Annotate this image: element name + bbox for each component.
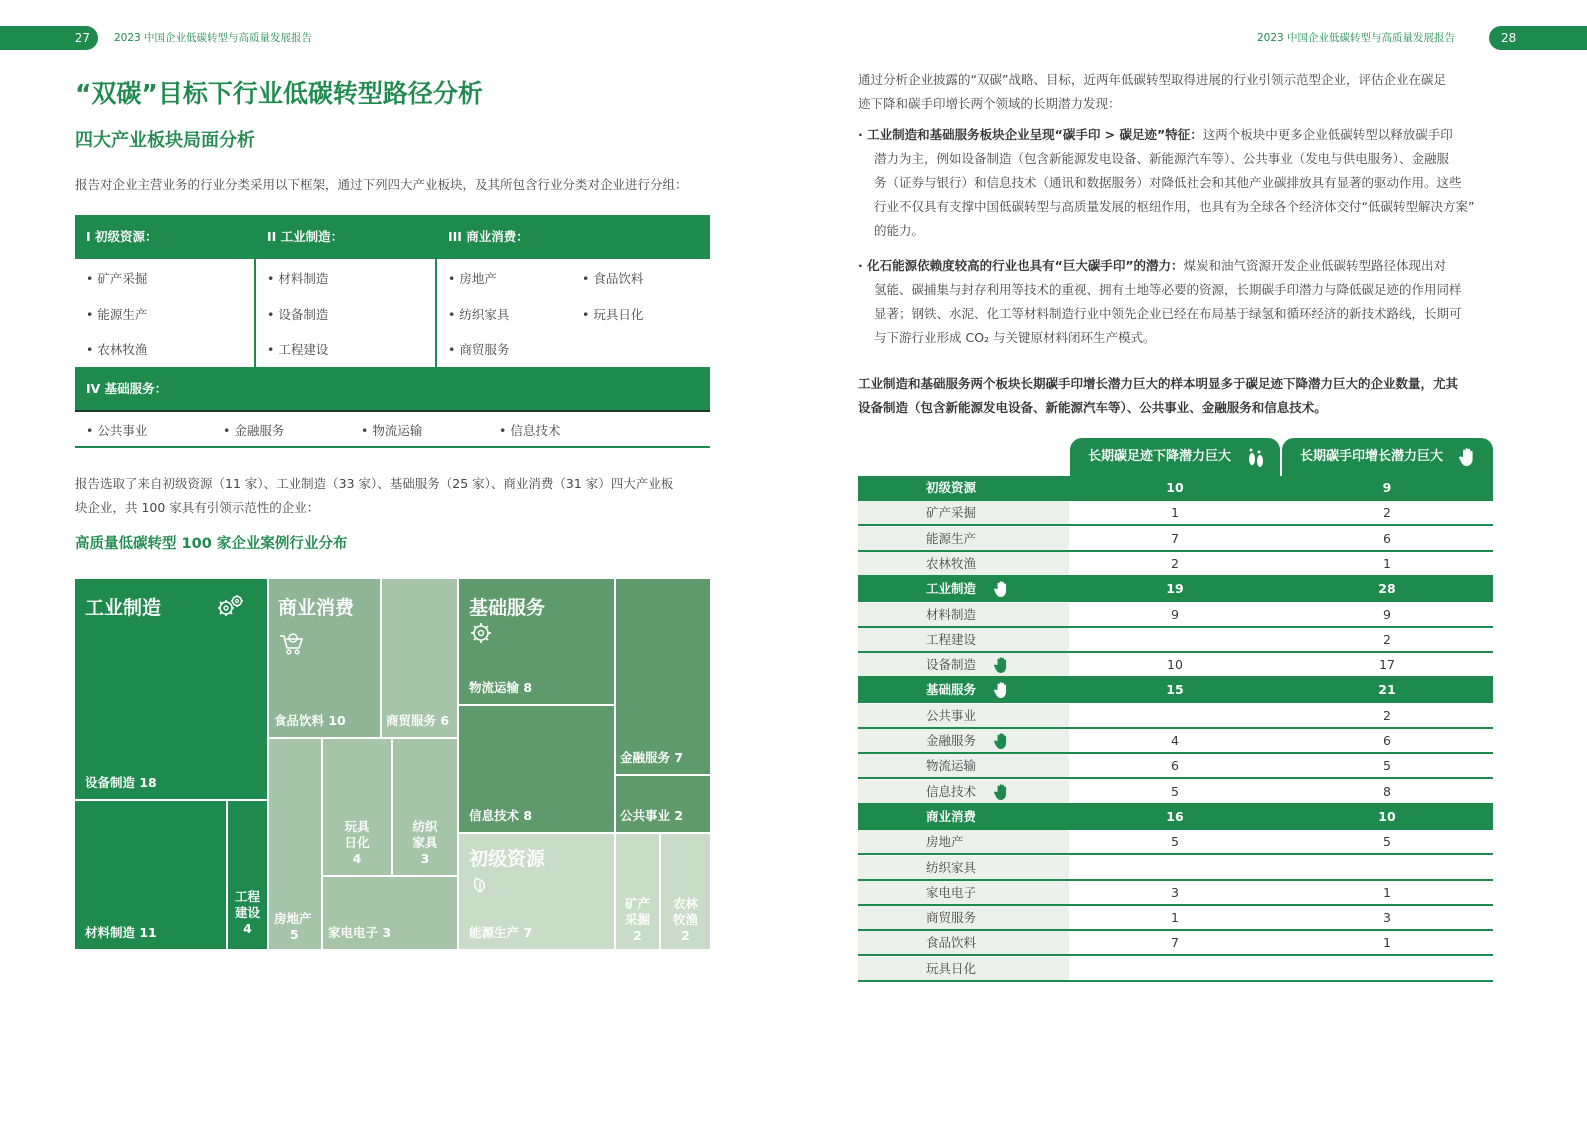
sector-item: • 纺织家具	[448, 307, 510, 322]
handprint-value: 6	[1383, 530, 1391, 546]
sector-header-primary: I 初级资源：	[75, 215, 255, 259]
bullet-text: 务（证券与银行）和信息技术（通讯和数据服务）对降低社会和其他产业碳排放具有显著的驱动作用。这些	[874, 175, 1462, 190]
handprint-value: 5	[1383, 758, 1391, 774]
footprint-value: 9	[1171, 606, 1179, 622]
shopping-cart-icon	[278, 631, 304, 657]
hand-icon	[994, 656, 1010, 674]
sector-item: • 矿产采掘	[86, 271, 148, 286]
footprint-value: 5	[1171, 834, 1179, 850]
handprint-value: 2	[1383, 505, 1391, 521]
treemap-label-engineering: 工程	[234, 889, 260, 904]
bullet-text: 的能力。	[874, 223, 925, 238]
handprint-value: 10	[1378, 808, 1396, 824]
sample-paragraph-line: 块企业，共 100 家具有引领示范性的企业：	[75, 500, 320, 515]
right-intro	[858, 68, 1498, 116]
treemap-cell-it	[459, 706, 614, 832]
row-label: 初级资源	[926, 480, 977, 495]
table-rule	[75, 446, 710, 448]
treemap-label-electronics: 家电电子 3	[328, 925, 392, 940]
footprint-value: 1	[1171, 505, 1179, 521]
treemap-cell-toys	[323, 739, 391, 875]
treemap-label-mining: 采掘	[624, 912, 650, 927]
report-title-right: 2023 中国企业低碳转型与高质量发展报告	[1257, 32, 1456, 44]
treemap-cell-agri	[661, 834, 710, 949]
treemap-cell-mining	[616, 834, 659, 949]
bullet-text: 这两个板块中更多企业低碳转型以释放碳手印	[1202, 127, 1453, 142]
table-row	[858, 653, 1493, 678]
page-number-left: 27	[0, 26, 98, 50]
treemap-label-agri: 牧渔	[672, 912, 698, 927]
footprint-value: 3	[1171, 884, 1179, 900]
table-row	[858, 729, 1493, 754]
sector-item: • 玩具日化	[582, 307, 644, 322]
treemap-label-materials: 材料制造 11	[85, 925, 157, 940]
handprint-value: 9	[1382, 480, 1392, 495]
treemap-cell-finance	[616, 579, 710, 774]
handprint-value: 1	[1383, 884, 1391, 900]
bullet-handprint-finding	[858, 123, 1498, 243]
footprint-value: 1	[1171, 910, 1179, 926]
bullet-bold-lead: · 工业制造和基础服务板块企业呈现“碳手印 > 碳足迹”特征：	[858, 127, 1203, 142]
treemap-label-toys: 日化	[344, 835, 370, 850]
footprint-value: 15	[1166, 682, 1184, 698]
sector-item: • 能源生产	[86, 307, 148, 322]
treemap-label-agri: 农林	[672, 896, 698, 911]
treemap-cell-energy	[459, 834, 614, 949]
row-label: 玩具日化	[858, 957, 1069, 980]
sample-paragraph-line: 报告选取了来自初级资源（11 家）、工业制造（33 家）、基础服务（25 家）、商业消费（31 家）四大产业板	[75, 476, 674, 491]
column-header-footprint-label: 长期碳足迹下降潜力巨大	[1088, 449, 1232, 464]
bullet-bold-lead: · 化石能源依赖度较高的行业也具有“巨大碳手印”的潜力：	[858, 258, 1184, 273]
footprint-value: 2	[1171, 555, 1179, 571]
treemap-cell-engineering	[228, 801, 267, 949]
handprint-value: 3	[1383, 910, 1391, 926]
sector-item: • 农林牧渔	[86, 342, 148, 357]
row-label: 商业消费	[926, 808, 977, 824]
conclusion-paragraph	[858, 372, 1498, 420]
treemap-label-mining: 矿产	[624, 896, 650, 911]
column-divider	[254, 215, 256, 367]
row-label: 食品饮料	[858, 931, 1069, 954]
footprint-value: 10	[1166, 480, 1184, 495]
treemap-group-primary: 初级资源	[469, 848, 546, 870]
sector-item: • 物流运输	[361, 423, 423, 438]
column-header-footprint	[1070, 438, 1280, 476]
footprint-value: 19	[1166, 581, 1184, 597]
table-group-row	[858, 678, 1493, 703]
sector-framework-table	[75, 215, 710, 448]
footprint-value: 4	[1171, 733, 1179, 748]
table-group-row	[858, 805, 1493, 830]
table-row	[858, 957, 1493, 982]
sector-item: • 房地产	[448, 271, 497, 286]
right-intro-line: 通过分析企业披露的“双碳”战略、目标，近两年低碳转型取得进展的行业引领示范型企业，评估企业在碳足	[858, 72, 1446, 87]
sector-header-consumer: III 商业消费：	[437, 215, 710, 259]
row-label: 公共事业	[858, 704, 1069, 727]
bullet-text: 氢能、碳捕集与封存利用等技术的重视、拥有土地等必要的资源，长期碳手印潜力与降低碳足迹的作用同样	[874, 282, 1462, 297]
row-label: 金融服务	[858, 729, 1069, 752]
treemap-value-mining: 2	[633, 928, 642, 943]
handprint-value: 2	[1383, 631, 1391, 647]
handprint-value: 1	[1383, 935, 1391, 951]
bullet-text: 潜力为主，例如设备制造（包含新能源发电设备、新能源汽车等）、公共事业（发电与供电服务）、金融服	[874, 151, 1450, 166]
service-gear-icon	[469, 621, 493, 645]
row-label: 基础服务	[926, 682, 977, 698]
treemap-label-textile: 纺织	[412, 819, 438, 834]
section-subtitle: 四大产业板块局面分析	[75, 130, 255, 151]
row-label: 工程建设	[858, 628, 1069, 651]
hand-icon	[994, 580, 1010, 598]
table-row	[858, 754, 1493, 779]
treemap-label-logistics: 物流运输 8	[469, 680, 533, 695]
table-row	[858, 603, 1493, 628]
row-label: 纺织家具	[858, 856, 1069, 879]
conclusion-line: 设备制造（包含新能源发电设备、新能源汽车等）、公共事业、金融服务和信息技术。	[858, 400, 1327, 415]
footprint-value: 7	[1171, 935, 1179, 951]
treemap-label-finance: 金融服务 7	[620, 750, 684, 765]
table-row	[858, 780, 1493, 805]
sample-paragraph	[75, 472, 673, 520]
table-row	[858, 501, 1493, 526]
handprint-value: 5	[1383, 834, 1391, 850]
sector-item: • 商贸服务	[448, 342, 510, 357]
treemap-label-food: 食品饮料 10	[274, 713, 346, 728]
gear-icon	[215, 593, 245, 619]
treemap-cell-textile	[393, 739, 457, 875]
treemap-label-textile: 家具	[412, 835, 438, 850]
sector-item: • 设备制造	[267, 307, 329, 322]
table-row	[858, 704, 1493, 729]
bullet-text: 与下游行业形成 CO₂ 与关键原材料闭环生产模式。	[874, 330, 1156, 345]
treemap-label-utilities: 公共事业 2	[620, 808, 684, 823]
table-row	[858, 881, 1493, 906]
handprint-value: 6	[1383, 733, 1391, 748]
sector-item: • 信息技术	[499, 423, 561, 438]
treemap-label-trade: 商贸服务 6	[386, 713, 450, 728]
handprint-value: 17	[1379, 657, 1395, 673]
footprint-value: 16	[1166, 808, 1184, 824]
table-row	[858, 527, 1493, 552]
bullet-text: 行业不仅具有支撑中国低碳转型与高质量发展的枢纽作用，也具有为全球各个经济体交付“低碳转型解决方案”	[874, 199, 1475, 214]
sector-item: • 工程建设	[267, 342, 329, 357]
row-label: 家电电子	[858, 881, 1069, 904]
sector-item: • 公共事业	[86, 423, 148, 438]
intro-paragraph: 报告对企业主营业务的行业分类采用以下框架，通过下列四大产业板块，及其所包含行业分类对企业进行分组：	[75, 177, 688, 192]
row-label: 物流运输	[858, 754, 1069, 777]
sector-item: • 食品饮料	[582, 271, 644, 286]
handprint-value: 9	[1383, 606, 1391, 622]
hand-icon	[1459, 447, 1477, 467]
handprint-value: 28	[1378, 581, 1396, 597]
hand-icon	[994, 783, 1010, 801]
table-row	[858, 856, 1493, 881]
treemap-label-it: 信息技术 8	[469, 808, 533, 823]
treemap-cell-logistics	[459, 579, 614, 704]
treemap-cell-food	[269, 579, 380, 737]
leaf-icon	[469, 872, 491, 894]
handprint-value: 8	[1383, 783, 1391, 799]
treemap-cell-electronics	[323, 877, 457, 949]
treemap-value-toys: 4	[352, 851, 362, 866]
treemap-title: 高质量低碳转型 100 家企业案例行业分布	[75, 536, 348, 552]
table-row	[858, 552, 1493, 577]
handprint-value: 21	[1378, 682, 1396, 698]
table-row	[858, 830, 1493, 855]
table-rule	[75, 410, 710, 412]
column-header-handprint	[1282, 438, 1493, 476]
footprint-value: 7	[1171, 530, 1179, 546]
footprint-value: 6	[1171, 758, 1179, 774]
row-label: 农林牧渔	[858, 552, 1069, 575]
treemap-value-textile: 3	[420, 851, 430, 866]
hand-icon	[994, 681, 1010, 699]
sector-header-infrastructure: IV 基础服务：	[75, 367, 710, 411]
bullet-fossil-finding	[858, 254, 1498, 350]
treemap-label-engineering: 建设	[234, 905, 260, 920]
bullet-text: 煤炭和油气资源开发企业低碳转型路径体现出对	[1183, 258, 1447, 273]
conclusion-line: 工业制造和基础服务两个板块长期碳手印增长潜力巨大的样本明显多于碳足迹下降潜力巨大的企业数量，尤其	[858, 376, 1459, 391]
bullet-text: 显著；钢铁、水泥、化工等材料制造行业中领先企业已经在布局基于绿氢和循环经济的新技术路线，长期可	[874, 306, 1462, 321]
page-number-right: 28	[1489, 26, 1587, 50]
row-label: 商贸服务	[858, 906, 1069, 929]
sector-item: • 材料制造	[267, 271, 329, 286]
treemap-group-infrastructure: 基础服务	[469, 597, 546, 619]
column-divider	[435, 215, 437, 367]
footprint-value: 10	[1167, 657, 1183, 673]
row-label: 矿产采掘	[858, 501, 1069, 524]
treemap-label-toys: 玩具	[344, 819, 370, 834]
treemap-value-agri: 2	[681, 928, 690, 943]
footprint-icon	[1246, 447, 1266, 469]
row-label: 材料制造	[858, 603, 1069, 626]
treemap-value-engineering: 4	[243, 921, 252, 936]
treemap-cell-utilities	[616, 776, 710, 832]
sector-header-industrial: II 工业制造：	[256, 215, 436, 259]
page-title: “双碳”目标下行业低碳转型路径分析	[75, 79, 483, 108]
treemap-group-industrial: 工业制造	[85, 597, 162, 619]
report-title-left: 2023 中国企业低碳转型与高质量发展报告	[114, 32, 313, 44]
treemap-cell-materials	[75, 801, 226, 949]
treemap-group-consumer: 商业消费	[278, 597, 355, 619]
treemap-value-realestate: 5	[290, 927, 299, 942]
handprint-value: 2	[1383, 707, 1391, 723]
table-group-row	[858, 577, 1493, 602]
footprint-value: 5	[1171, 783, 1179, 799]
row-label: 能源生产	[858, 527, 1069, 550]
table-row	[858, 628, 1493, 653]
row-label: 设备制造	[858, 653, 1069, 676]
row-label: 房地产	[858, 830, 1069, 853]
column-header-handprint-label: 长期碳手印增长潜力巨大	[1300, 449, 1444, 464]
treemap-label-realestate: 房地产	[274, 911, 312, 926]
treemap-label-energy: 能源生产 7	[469, 925, 533, 940]
treemap-cell-realestate	[269, 739, 321, 949]
hand-icon	[994, 732, 1010, 750]
right-intro-line: 迹下降和碳手印增长两个领域的长期潜力发现：	[858, 96, 1121, 111]
row-label: 工业制造	[926, 581, 977, 597]
table-row	[858, 931, 1493, 956]
treemap-cell-trade	[382, 579, 457, 737]
treemap-label-equipment: 设备制造 18	[85, 775, 157, 790]
table-row	[858, 906, 1493, 931]
treemap-cell-equipment	[75, 579, 267, 799]
handprint-value: 1	[1383, 555, 1391, 571]
row-label: 信息技术	[858, 780, 1069, 803]
table-group-row	[858, 476, 1493, 501]
sector-item: • 金融服务	[223, 423, 285, 438]
